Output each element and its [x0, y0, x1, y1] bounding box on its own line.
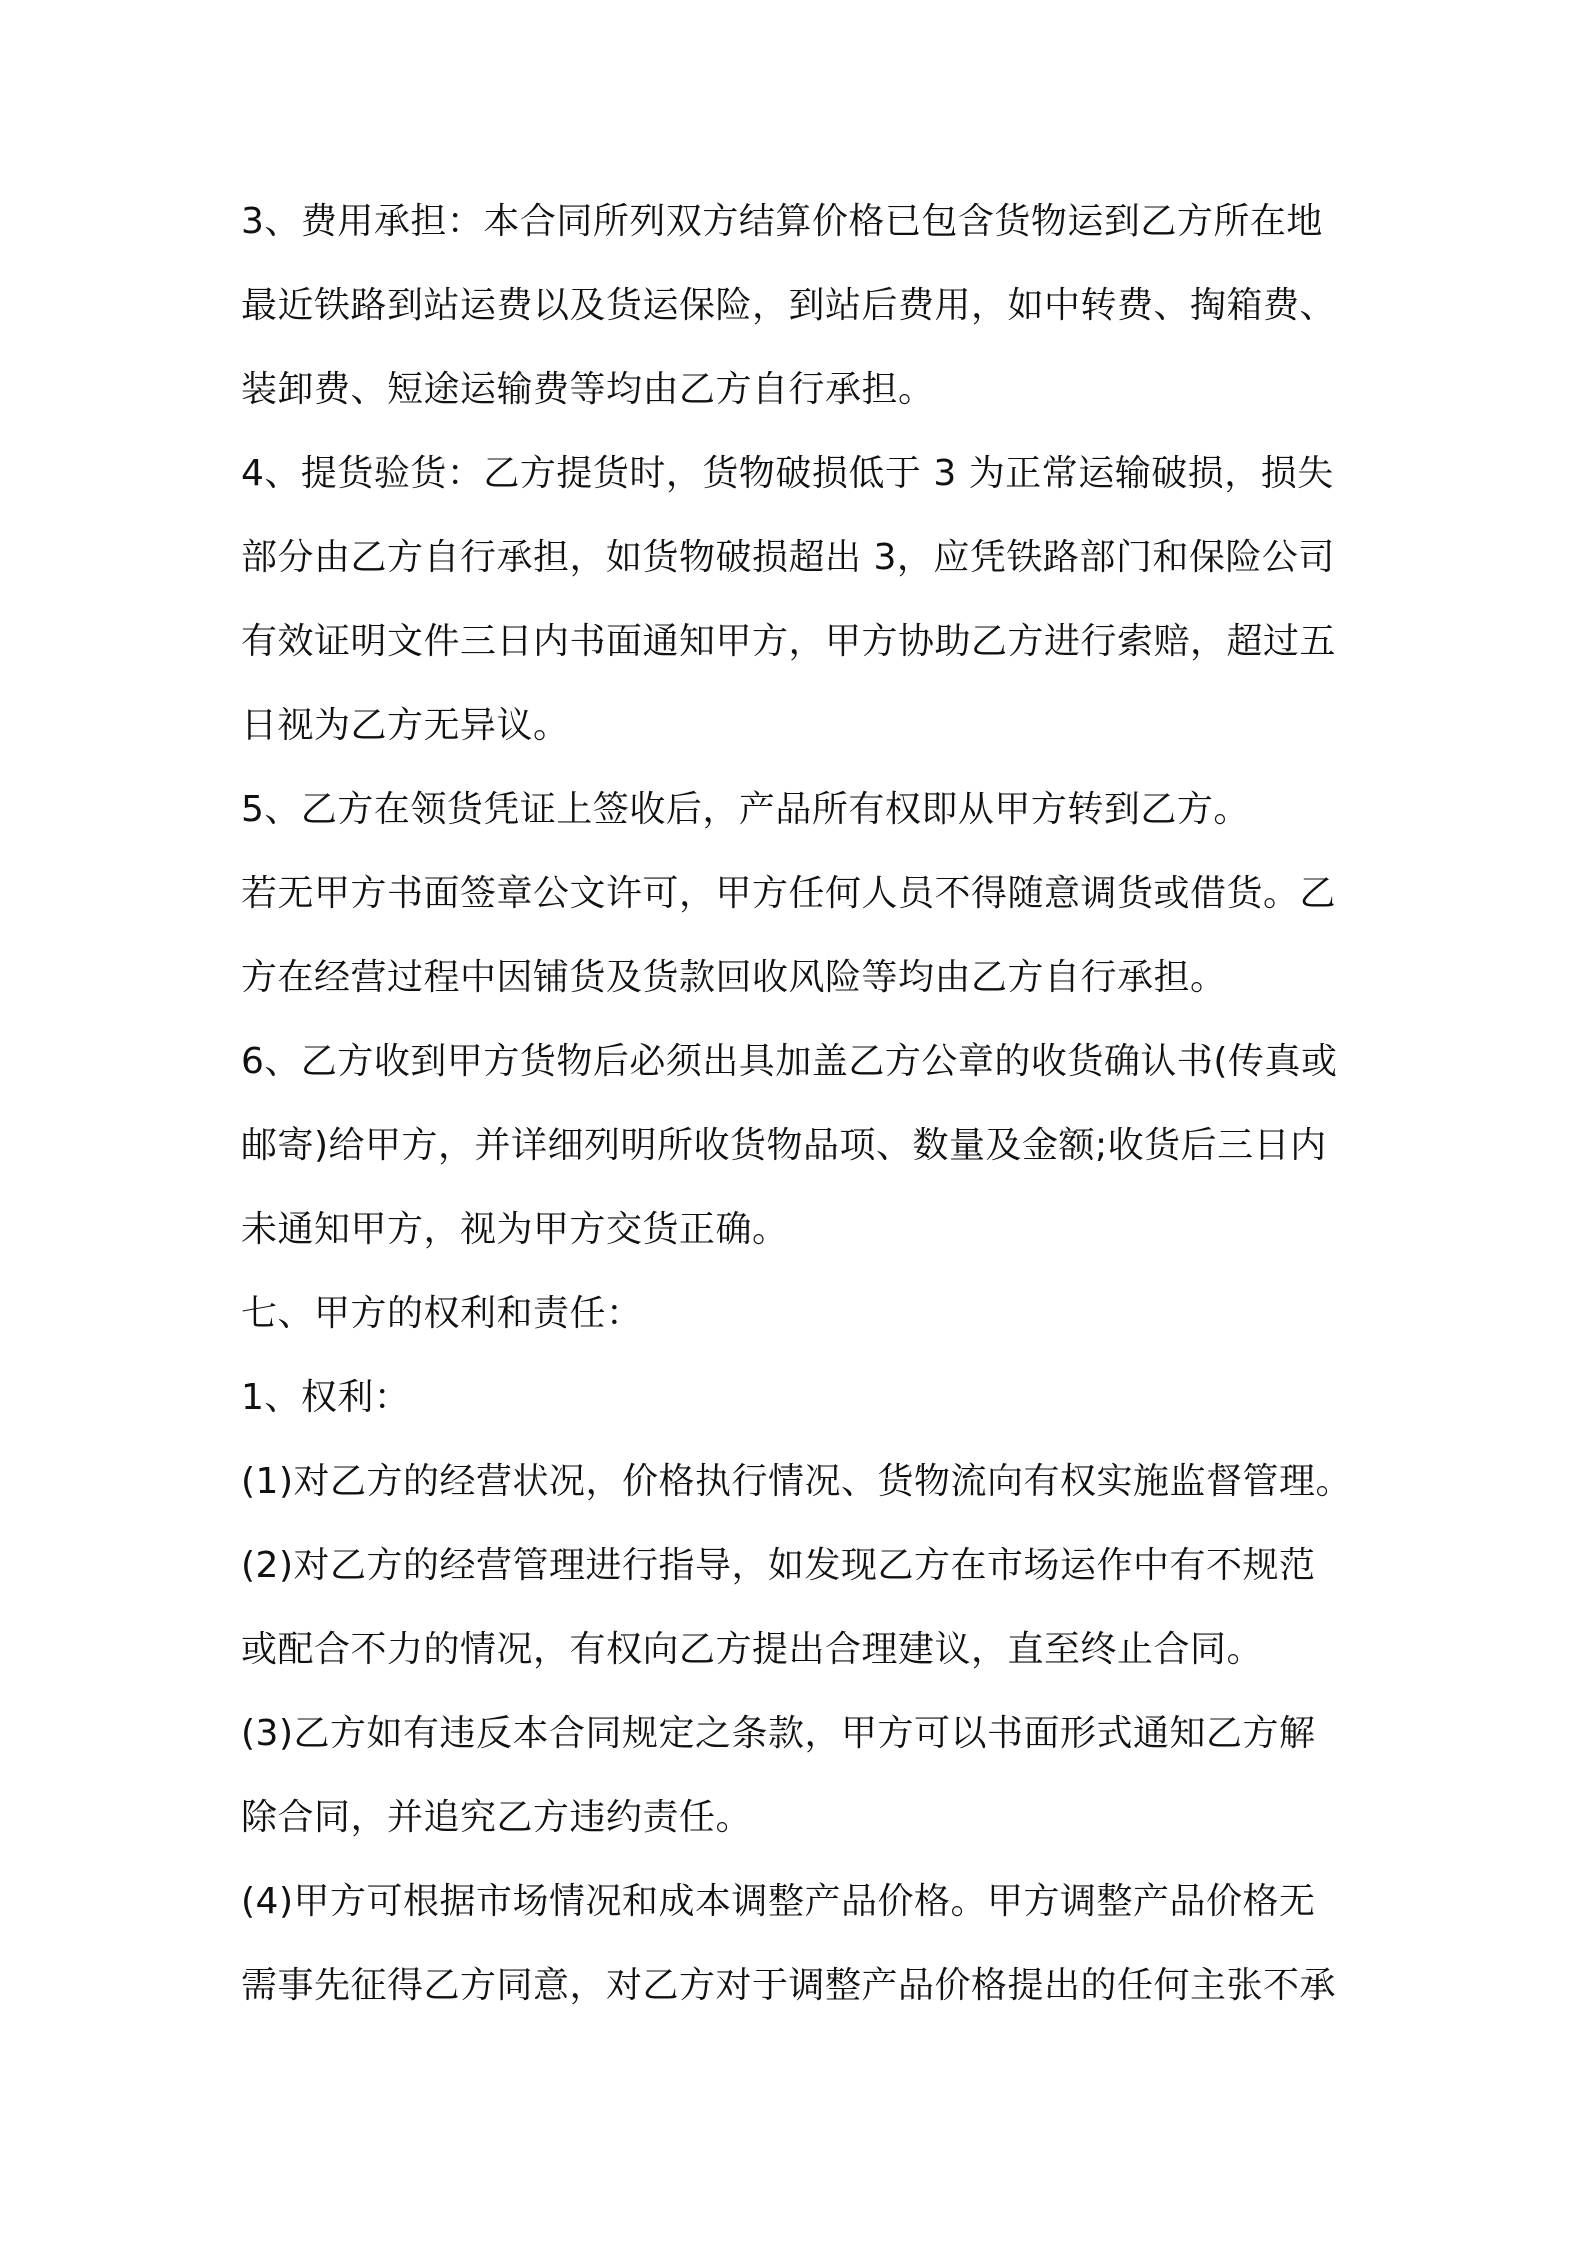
text-line: 部分由乙方自行承担，如货物破损超出 3，应凭铁路部门和保险公司 — [241, 537, 1335, 578]
section-heading: 七、甲方的权利和责任： — [241, 1293, 643, 1334]
text-line: (2)对乙方的经营管理进行指导，如发现乙方在市场运作中有不规范 — [241, 1545, 1316, 1586]
text-line: 邮寄)给甲方，并详细列明所收货物品项、数量及金额;收货后三日内 — [241, 1125, 1327, 1166]
text-line: (1)对乙方的经营状况，价格执行情况、货物流向有权实施监督管理。 — [241, 1461, 1352, 1502]
document-body — [241, 180, 1361, 2028]
text-line: (4)甲方可根据市场情况和成本调整产品价格。甲方调整产品价格无 — [241, 1881, 1316, 1922]
text-line: (3)乙方如有违反本合同规定之条款，甲方可以书面形式通知乙方解 — [241, 1713, 1316, 1754]
text-line: 方在经营过程中因铺货及货款回收风险等均由乙方自行承担。 — [241, 957, 1227, 998]
text-line: 4、提货验货：乙方提货时，货物破损低于 3 为正常运输破损，损失 — [241, 453, 1334, 494]
text-line: 除合同，并追究乙方违约责任。 — [241, 1797, 753, 1838]
text-line: 装卸费、短途运输费等均由乙方自行承担。 — [241, 369, 935, 410]
text-line: 需事先征得乙方同意，对乙方对于调整产品价格提出的任何主张不承 — [241, 1965, 1337, 2006]
text-line: 或配合不力的情况，有权向乙方提出合理建议，直至终止合同。 — [241, 1629, 1264, 1670]
text-line: 3、费用承担：本合同所列双方结算价格已包含货物运到乙方所在地 — [241, 201, 1323, 242]
text-line: 5、乙方在领货凭证上签收后，产品所有权即从甲方转到乙方。 — [241, 789, 1250, 830]
text-line: 若无甲方书面签章公文许可，甲方任何人员不得随意调货或借货。乙 — [241, 873, 1337, 914]
text-line: 日视为乙方无异议。 — [241, 705, 570, 746]
text-line: 6、乙方收到甲方货物后必须出具加盖乙方公章的收货确认书(传真或 — [241, 1041, 1338, 1082]
text-line: 未通知甲方，视为甲方交货正确。 — [241, 1209, 789, 1250]
text-line: 最近铁路到站运费以及货运保险，到站后费用，如中转费、掏箱费、 — [241, 285, 1337, 326]
subsection-heading: 1、权利： — [241, 1377, 411, 1418]
text-line: 有效证明文件三日内书面通知甲方，甲方协助乙方进行索赔，超过五 — [241, 621, 1337, 662]
